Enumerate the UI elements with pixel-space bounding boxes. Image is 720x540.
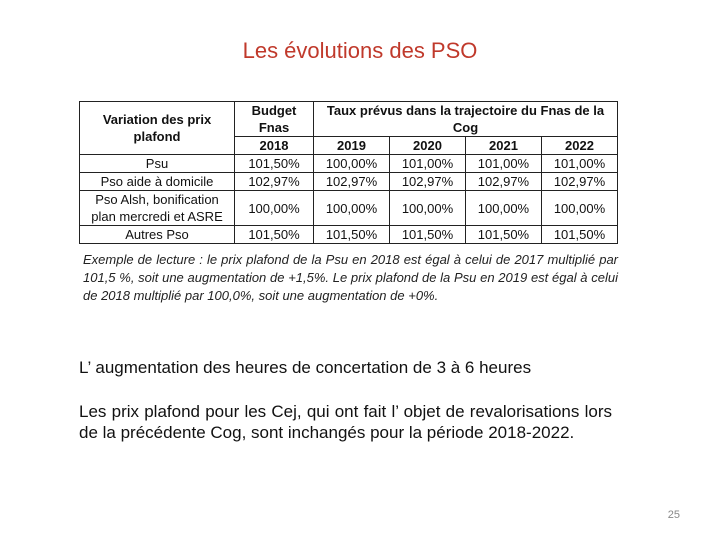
table-cell: 100,00% [314,155,390,173]
header-year-2022: 2022 [541,137,617,155]
table-cell: 102,97% [235,173,314,191]
table-cell: 101,50% [541,226,617,244]
header-year-2018: 2018 [235,137,314,155]
table-cell: 100,00% [235,191,314,226]
row-label: Psu [80,155,235,173]
table-row [80,173,618,191]
table-cell: 100,00% [541,191,617,226]
table-cell: 102,97% [389,173,465,191]
row-label: Pso Alsh, bonification plan mercredi et ASRE [80,191,235,226]
header-variation: Variation des prix plafond [80,102,235,155]
table-cell: 100,00% [314,191,390,226]
table-cell: 101,50% [235,155,314,173]
header-year-2021: 2021 [465,137,541,155]
table-row [80,155,618,173]
header-year-2020: 2020 [389,137,465,155]
table-cell: 102,97% [465,173,541,191]
concertation-hours-text: L’ augmentation des heures de concertation de 3 à 6 heures [79,358,532,377]
table-header-row [80,102,618,137]
table-row [80,191,618,226]
cej-price-text: Les prix plafond pour les Cej, qui ont fait l’ objet de revalorisations lors de la précédente Cog, sont inchangés pour la période 2018-2022. [79,402,612,442]
table-cell: 101,50% [235,226,314,244]
table-cell: 101,00% [465,155,541,173]
page-number: 25 [667,509,680,521]
table-cell: 101,00% [389,155,465,173]
header-budget: Budget Fnas [235,102,314,137]
slide-title: Les évolutions des PSO [242,38,478,63]
table-cell: 100,00% [465,191,541,226]
table-cell: 100,00% [389,191,465,226]
row-label: Autres Pso [80,226,235,244]
reading-example-note: Exemple de lecture : le prix plafond de la Psu en 2018 est égal à celui de 2017 multiplié par 101,5 %, soit une augmentation de +1,5%. Le prix plafond de la Psu en 2019 est égal à celui de 2018 multiplié par 100,0%, soit une augmentation de +0%. [83,252,618,303]
table-cell: 101,50% [465,226,541,244]
table-cell: 102,97% [541,173,617,191]
table-row [80,226,618,244]
table-cell: 101,50% [389,226,465,244]
row-label: Pso aide à domicile [80,173,235,191]
table-cell: 102,97% [314,173,390,191]
table-cell: 101,50% [314,226,390,244]
header-year-2019: 2019 [314,137,390,155]
header-taux: Taux prévus dans la trajectoire du Fnas de la Cog [314,102,618,137]
pso-table [79,101,618,244]
table-cell: 101,00% [541,155,617,173]
